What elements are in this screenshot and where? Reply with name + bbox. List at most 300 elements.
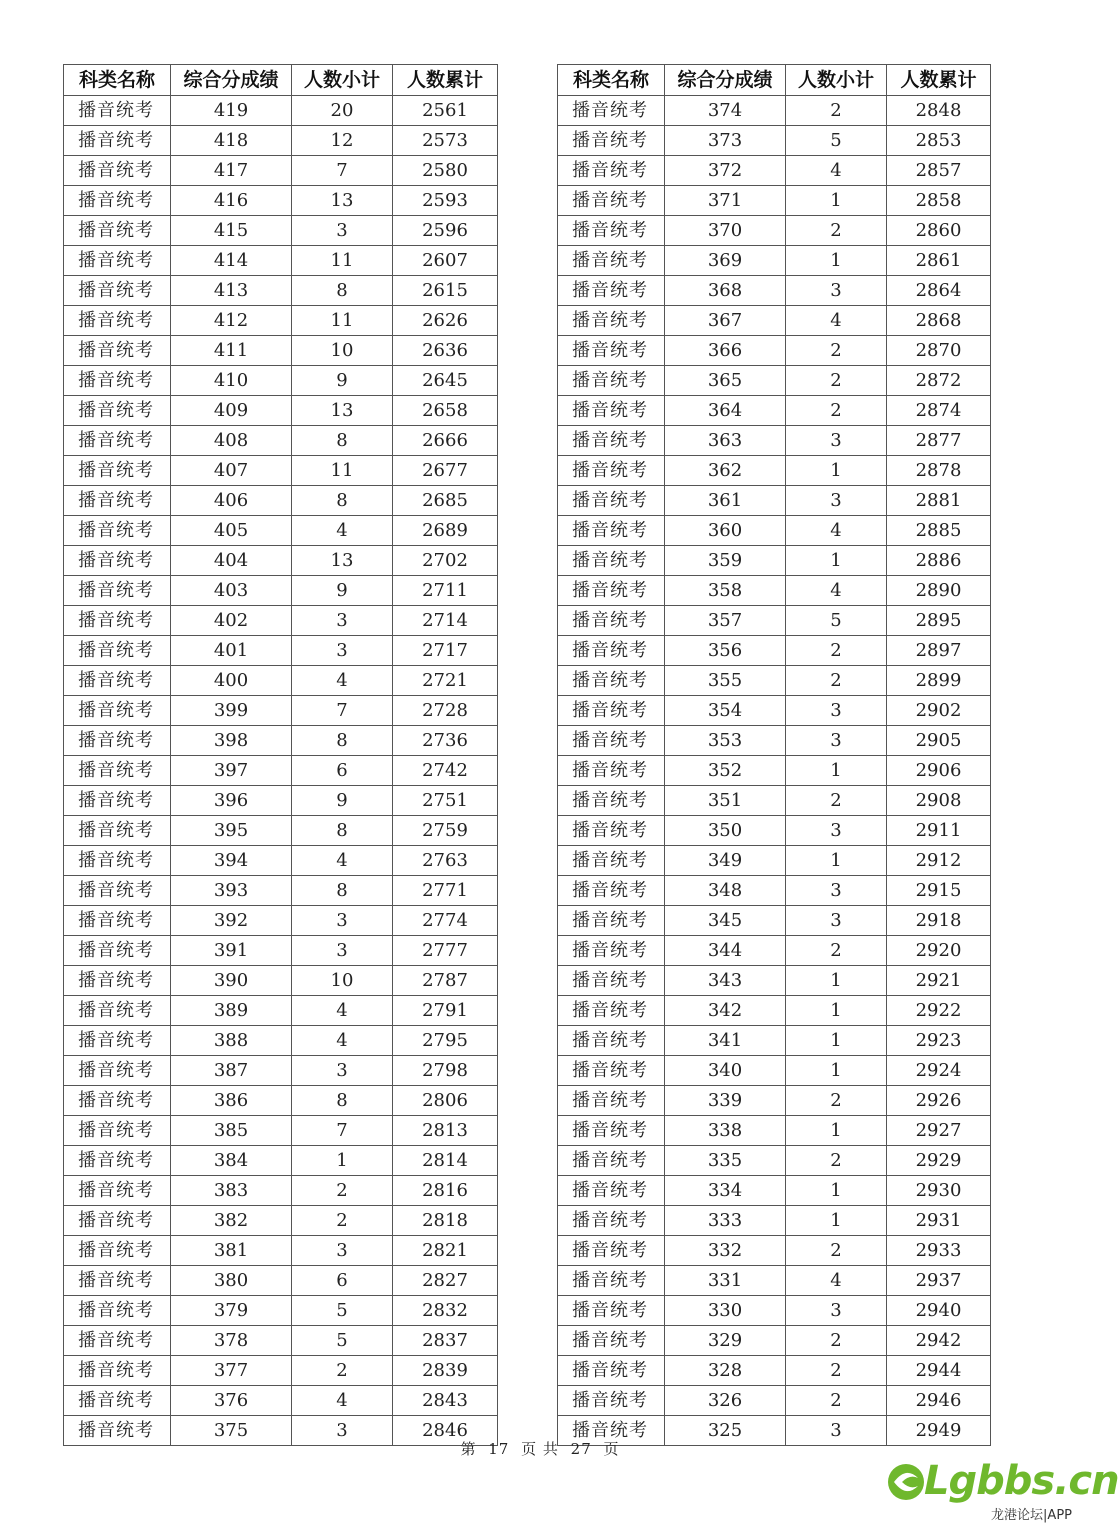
cell-category: 播音统考 xyxy=(64,306,171,336)
cell-category: 播音统考 xyxy=(558,366,665,396)
cell-score: 369 xyxy=(665,246,786,276)
table-row xyxy=(558,546,991,576)
table-row xyxy=(558,606,991,636)
cell-score: 382 xyxy=(171,1206,292,1236)
table-row xyxy=(558,456,991,486)
table-row xyxy=(558,186,991,216)
table-row xyxy=(64,456,498,486)
table-row xyxy=(64,306,498,336)
table-row xyxy=(558,156,991,186)
cell-score: 350 xyxy=(665,816,786,846)
cell-count: 2 xyxy=(786,1086,887,1116)
cell-score: 384 xyxy=(171,1146,292,1176)
table-row xyxy=(558,486,991,516)
cell-count: 1 xyxy=(786,456,887,486)
cell-score: 380 xyxy=(171,1266,292,1296)
table-row xyxy=(558,1266,991,1296)
cell-cumulative: 2759 xyxy=(393,816,498,846)
cell-count: 1 xyxy=(786,846,887,876)
cell-cumulative: 2821 xyxy=(393,1236,498,1266)
cell-score: 356 xyxy=(665,636,786,666)
cell-score: 386 xyxy=(171,1086,292,1116)
table-row xyxy=(558,1386,991,1416)
cell-category: 播音统考 xyxy=(558,336,665,366)
table-row xyxy=(558,576,991,606)
cell-cumulative: 2931 xyxy=(887,1206,991,1236)
cell-score: 362 xyxy=(665,456,786,486)
cell-cumulative: 2666 xyxy=(393,426,498,456)
cell-score: 381 xyxy=(171,1236,292,1266)
cell-score: 400 xyxy=(171,666,292,696)
cell-score: 376 xyxy=(171,1386,292,1416)
table-row xyxy=(64,1296,498,1326)
cell-category: 播音统考 xyxy=(558,456,665,486)
cell-category: 播音统考 xyxy=(64,936,171,966)
cell-category: 播音统考 xyxy=(64,1116,171,1146)
cell-cumulative: 2806 xyxy=(393,1086,498,1116)
cell-category: 播音统考 xyxy=(558,516,665,546)
cell-score: 390 xyxy=(171,966,292,996)
cell-category: 播音统考 xyxy=(64,966,171,996)
cell-score: 387 xyxy=(171,1056,292,1086)
cell-cumulative: 2937 xyxy=(887,1266,991,1296)
cell-score: 351 xyxy=(665,786,786,816)
cell-count: 4 xyxy=(292,1386,393,1416)
score-table-right xyxy=(557,64,991,1446)
cell-category: 播音统考 xyxy=(558,1026,665,1056)
cell-category: 播音统考 xyxy=(64,96,171,126)
cell-cumulative: 2906 xyxy=(887,756,991,786)
cell-score: 395 xyxy=(171,816,292,846)
cell-count: 8 xyxy=(292,486,393,516)
cell-count: 8 xyxy=(292,816,393,846)
cell-category: 播音统考 xyxy=(558,1176,665,1206)
cell-score: 413 xyxy=(171,276,292,306)
cell-category: 播音统考 xyxy=(64,1266,171,1296)
cell-score: 411 xyxy=(171,336,292,366)
cell-score: 365 xyxy=(665,366,786,396)
table-row xyxy=(558,1296,991,1326)
cell-cumulative: 2832 xyxy=(393,1296,498,1326)
cell-score: 363 xyxy=(665,426,786,456)
cell-cumulative: 2813 xyxy=(393,1116,498,1146)
cell-category: 播音统考 xyxy=(64,156,171,186)
cell-count: 2 xyxy=(786,936,887,966)
table-row xyxy=(64,1386,498,1416)
cell-score: 361 xyxy=(665,486,786,516)
cell-category: 播音统考 xyxy=(64,486,171,516)
cell-cumulative: 2777 xyxy=(393,936,498,966)
cell-score: 368 xyxy=(665,276,786,306)
cell-score: 379 xyxy=(171,1296,292,1326)
cell-category: 播音统考 xyxy=(558,696,665,726)
cell-count: 4 xyxy=(786,516,887,546)
table-row xyxy=(558,126,991,156)
cell-category: 播音统考 xyxy=(64,1206,171,1236)
cell-count: 8 xyxy=(292,876,393,906)
cell-cumulative: 2791 xyxy=(393,996,498,1026)
cell-cumulative: 2870 xyxy=(887,336,991,366)
cell-score: 340 xyxy=(665,1056,786,1086)
cell-count: 3 xyxy=(292,606,393,636)
cell-category: 播音统考 xyxy=(558,96,665,126)
cell-count: 3 xyxy=(292,906,393,936)
table-row xyxy=(558,906,991,936)
cell-cumulative: 2751 xyxy=(393,786,498,816)
cell-count: 13 xyxy=(292,186,393,216)
cell-cumulative: 2915 xyxy=(887,876,991,906)
cell-cumulative: 2593 xyxy=(393,186,498,216)
cell-count: 6 xyxy=(292,756,393,786)
cell-count: 7 xyxy=(292,1116,393,1146)
table-row xyxy=(558,396,991,426)
cell-category: 播音统考 xyxy=(558,666,665,696)
page-footer xyxy=(0,1438,1080,1459)
cell-cumulative: 2924 xyxy=(887,1056,991,1086)
cell-category: 播音统考 xyxy=(64,396,171,426)
cell-cumulative: 2927 xyxy=(887,1116,991,1146)
cell-score: 404 xyxy=(171,546,292,576)
cell-category: 播音统考 xyxy=(64,456,171,486)
cell-score: 403 xyxy=(171,576,292,606)
cell-cumulative: 2837 xyxy=(393,1326,498,1356)
header-score: 综合分成绩 xyxy=(171,65,292,96)
table-row xyxy=(558,1356,991,1386)
cell-score: 372 xyxy=(665,156,786,186)
cell-cumulative: 2827 xyxy=(393,1266,498,1296)
cell-category: 播音统考 xyxy=(64,1236,171,1266)
cell-count: 9 xyxy=(292,786,393,816)
cell-count: 2 xyxy=(292,1206,393,1236)
table-row xyxy=(64,996,498,1026)
cell-cumulative: 2877 xyxy=(887,426,991,456)
cell-cumulative: 2702 xyxy=(393,546,498,576)
cell-cumulative: 2843 xyxy=(393,1386,498,1416)
cell-category: 播音统考 xyxy=(64,366,171,396)
cell-score: 342 xyxy=(665,996,786,1026)
cell-cumulative: 2946 xyxy=(887,1386,991,1416)
cell-score: 416 xyxy=(171,186,292,216)
cell-category: 播音统考 xyxy=(64,1386,171,1416)
cell-count: 3 xyxy=(786,426,887,456)
cell-cumulative: 2944 xyxy=(887,1356,991,1386)
table-row xyxy=(558,1326,991,1356)
cell-category: 播音统考 xyxy=(64,126,171,156)
cell-score: 417 xyxy=(171,156,292,186)
cell-score: 410 xyxy=(171,366,292,396)
cell-category: 播音统考 xyxy=(558,246,665,276)
cell-cumulative: 2920 xyxy=(887,936,991,966)
table-body xyxy=(64,96,498,1446)
table-row xyxy=(64,606,498,636)
cell-score: 407 xyxy=(171,456,292,486)
cell-score: 355 xyxy=(665,666,786,696)
cell-score: 354 xyxy=(665,696,786,726)
cell-score: 338 xyxy=(665,1116,786,1146)
cell-category: 播音统考 xyxy=(558,156,665,186)
cell-category: 播音统考 xyxy=(64,546,171,576)
cell-count: 3 xyxy=(786,486,887,516)
cell-score: 397 xyxy=(171,756,292,786)
cell-count: 8 xyxy=(292,726,393,756)
cell-count: 3 xyxy=(292,1416,393,1446)
table-row xyxy=(558,846,991,876)
cell-score: 328 xyxy=(665,1356,786,1386)
table-row xyxy=(64,1086,498,1116)
table-row xyxy=(558,666,991,696)
cell-count: 2 xyxy=(786,1356,887,1386)
cell-cumulative: 2839 xyxy=(393,1356,498,1386)
table-row xyxy=(558,1116,991,1146)
cell-cumulative: 2902 xyxy=(887,696,991,726)
cell-cumulative: 2580 xyxy=(393,156,498,186)
cell-count: 3 xyxy=(292,636,393,666)
cell-category: 播音统考 xyxy=(558,1056,665,1086)
cell-count: 2 xyxy=(292,1176,393,1206)
cell-count: 12 xyxy=(292,126,393,156)
logo-tagline: 龙港论坛|APP xyxy=(991,1508,1072,1523)
cell-category: 播音统考 xyxy=(558,126,665,156)
cell-count: 3 xyxy=(786,876,887,906)
header-category: 科类名称 xyxy=(64,65,171,96)
cell-cumulative: 2890 xyxy=(887,576,991,606)
cell-cumulative: 2861 xyxy=(887,246,991,276)
cell-cumulative: 2922 xyxy=(887,996,991,1026)
cell-count: 4 xyxy=(786,306,887,336)
cell-score: 353 xyxy=(665,726,786,756)
table-header xyxy=(64,65,498,96)
cell-cumulative: 2933 xyxy=(887,1236,991,1266)
cell-category: 播音统考 xyxy=(558,1266,665,1296)
table-row xyxy=(64,876,498,906)
table-row xyxy=(558,996,991,1026)
cell-score: 339 xyxy=(665,1086,786,1116)
table-row xyxy=(558,1026,991,1056)
table-row xyxy=(64,1266,498,1296)
table-row xyxy=(64,126,498,156)
cell-score: 377 xyxy=(171,1356,292,1386)
cell-category: 播音统考 xyxy=(64,606,171,636)
cell-score: 358 xyxy=(665,576,786,606)
cell-category: 播音统考 xyxy=(64,786,171,816)
cell-cumulative: 2921 xyxy=(887,966,991,996)
cell-count: 1 xyxy=(786,1116,887,1146)
cell-cumulative: 2714 xyxy=(393,606,498,636)
table-row xyxy=(64,156,498,186)
cell-category: 播音统考 xyxy=(64,336,171,366)
cell-category: 播音统考 xyxy=(558,876,665,906)
cell-score: 334 xyxy=(665,1176,786,1206)
cell-score: 405 xyxy=(171,516,292,546)
cell-count: 2 xyxy=(786,216,887,246)
cell-cumulative: 2918 xyxy=(887,906,991,936)
cell-score: 383 xyxy=(171,1176,292,1206)
cell-cumulative: 2912 xyxy=(887,846,991,876)
cell-count: 4 xyxy=(786,576,887,606)
cell-cumulative: 2573 xyxy=(393,126,498,156)
cell-score: 385 xyxy=(171,1116,292,1146)
cell-score: 370 xyxy=(665,216,786,246)
header-cumulative: 人数累计 xyxy=(393,65,498,96)
cell-score: 418 xyxy=(171,126,292,156)
cell-count: 3 xyxy=(786,276,887,306)
cell-cumulative: 2561 xyxy=(393,96,498,126)
cell-score: 389 xyxy=(171,996,292,1026)
cell-cumulative: 2949 xyxy=(887,1416,991,1446)
cell-cumulative: 2942 xyxy=(887,1326,991,1356)
cell-category: 播音统考 xyxy=(558,576,665,606)
cell-score: 396 xyxy=(171,786,292,816)
table-row xyxy=(558,516,991,546)
cell-count: 1 xyxy=(786,1206,887,1236)
table-row xyxy=(64,1236,498,1266)
table-row xyxy=(64,576,498,606)
footer-mid: 页 共 xyxy=(521,1440,559,1458)
table-row xyxy=(558,816,991,846)
cell-cumulative: 2897 xyxy=(887,636,991,666)
table-row xyxy=(64,696,498,726)
cell-cumulative: 2742 xyxy=(393,756,498,786)
table-row xyxy=(64,1356,498,1386)
cell-score: 419 xyxy=(171,96,292,126)
table-row xyxy=(64,336,498,366)
cell-category: 播音统考 xyxy=(64,876,171,906)
cell-count: 1 xyxy=(292,1146,393,1176)
table-body xyxy=(558,96,991,1446)
header-count: 人数小计 xyxy=(292,65,393,96)
cell-count: 2 xyxy=(786,336,887,366)
cell-cumulative: 2787 xyxy=(393,966,498,996)
cell-category: 播音统考 xyxy=(558,726,665,756)
cell-count: 1 xyxy=(786,966,887,996)
cell-category: 播音统考 xyxy=(558,1206,665,1236)
cell-count: 3 xyxy=(292,1236,393,1266)
cell-category: 播音统考 xyxy=(64,216,171,246)
table-row xyxy=(64,216,498,246)
cell-count: 2 xyxy=(786,96,887,126)
cell-category: 播音统考 xyxy=(64,1296,171,1326)
cell-cumulative: 2685 xyxy=(393,486,498,516)
table-row xyxy=(64,786,498,816)
cell-count: 3 xyxy=(786,906,887,936)
cell-count: 13 xyxy=(292,396,393,426)
table-row xyxy=(64,96,498,126)
cell-count: 4 xyxy=(786,156,887,186)
cell-score: 360 xyxy=(665,516,786,546)
cell-count: 2 xyxy=(786,1146,887,1176)
cell-cumulative: 2677 xyxy=(393,456,498,486)
cell-count: 4 xyxy=(292,666,393,696)
table-row xyxy=(64,396,498,426)
cell-category: 播音统考 xyxy=(558,186,665,216)
cell-cumulative: 2857 xyxy=(887,156,991,186)
cell-count: 1 xyxy=(786,756,887,786)
cell-score: 331 xyxy=(665,1266,786,1296)
cell-category: 播音统考 xyxy=(64,1086,171,1116)
table-row xyxy=(558,306,991,336)
cell-count: 3 xyxy=(786,726,887,756)
cell-category: 播音统考 xyxy=(64,636,171,666)
table-row xyxy=(558,936,991,966)
cell-score: 344 xyxy=(665,936,786,966)
cell-cumulative: 2872 xyxy=(887,366,991,396)
cell-category: 播音统考 xyxy=(64,1326,171,1356)
cell-count: 10 xyxy=(292,336,393,366)
cell-category: 播音统考 xyxy=(64,816,171,846)
cell-cumulative: 2846 xyxy=(393,1416,498,1446)
cell-count: 2 xyxy=(786,366,887,396)
cell-category: 播音统考 xyxy=(64,1146,171,1176)
cell-count: 20 xyxy=(292,96,393,126)
table-row xyxy=(558,96,991,126)
cell-category: 播音统考 xyxy=(64,696,171,726)
cell-cumulative: 2721 xyxy=(393,666,498,696)
cell-cumulative: 2689 xyxy=(393,516,498,546)
cell-category: 播音统考 xyxy=(64,666,171,696)
cell-score: 412 xyxy=(171,306,292,336)
table-row xyxy=(64,636,498,666)
table-row xyxy=(64,816,498,846)
cell-count: 1 xyxy=(786,246,887,276)
cell-count: 4 xyxy=(292,996,393,1026)
cell-cumulative: 2895 xyxy=(887,606,991,636)
cell-category: 播音统考 xyxy=(558,216,665,246)
table-header xyxy=(558,65,991,96)
cell-count: 8 xyxy=(292,426,393,456)
cell-category: 播音统考 xyxy=(558,1356,665,1386)
cell-count: 3 xyxy=(786,696,887,726)
cell-category: 播音统考 xyxy=(558,1116,665,1146)
cell-category: 播音统考 xyxy=(558,846,665,876)
cell-category: 播音统考 xyxy=(64,1416,171,1446)
cell-count: 2 xyxy=(786,786,887,816)
cell-category: 播音统考 xyxy=(64,516,171,546)
cell-cumulative: 2929 xyxy=(887,1146,991,1176)
table-row xyxy=(64,246,498,276)
cell-count: 9 xyxy=(292,366,393,396)
cell-category: 播音统考 xyxy=(64,276,171,306)
table-row xyxy=(64,906,498,936)
cell-cumulative: 2596 xyxy=(393,216,498,246)
cell-cumulative: 2615 xyxy=(393,276,498,306)
cell-score: 406 xyxy=(171,486,292,516)
cell-score: 398 xyxy=(171,726,292,756)
table-row xyxy=(64,1116,498,1146)
cell-score: 330 xyxy=(665,1296,786,1326)
cell-score: 349 xyxy=(665,846,786,876)
cell-score: 378 xyxy=(171,1326,292,1356)
header-count: 人数小计 xyxy=(786,65,887,96)
logo-mark-icon xyxy=(884,1458,928,1504)
table-row xyxy=(64,426,498,456)
cell-category: 播音统考 xyxy=(558,396,665,426)
cell-count: 4 xyxy=(292,846,393,876)
cell-score: 325 xyxy=(665,1416,786,1446)
cell-category: 播音统考 xyxy=(558,816,665,846)
cell-category: 播音统考 xyxy=(558,966,665,996)
cell-score: 408 xyxy=(171,426,292,456)
table-row xyxy=(558,966,991,996)
cell-cumulative: 2899 xyxy=(887,666,991,696)
table-row xyxy=(558,1146,991,1176)
cell-cumulative: 2940 xyxy=(887,1296,991,1326)
cell-category: 播音统考 xyxy=(558,426,665,456)
cell-score: 364 xyxy=(665,396,786,426)
cell-score: 348 xyxy=(665,876,786,906)
cell-score: 352 xyxy=(665,756,786,786)
cell-category: 播音统考 xyxy=(558,1236,665,1266)
cell-cumulative: 2885 xyxy=(887,516,991,546)
